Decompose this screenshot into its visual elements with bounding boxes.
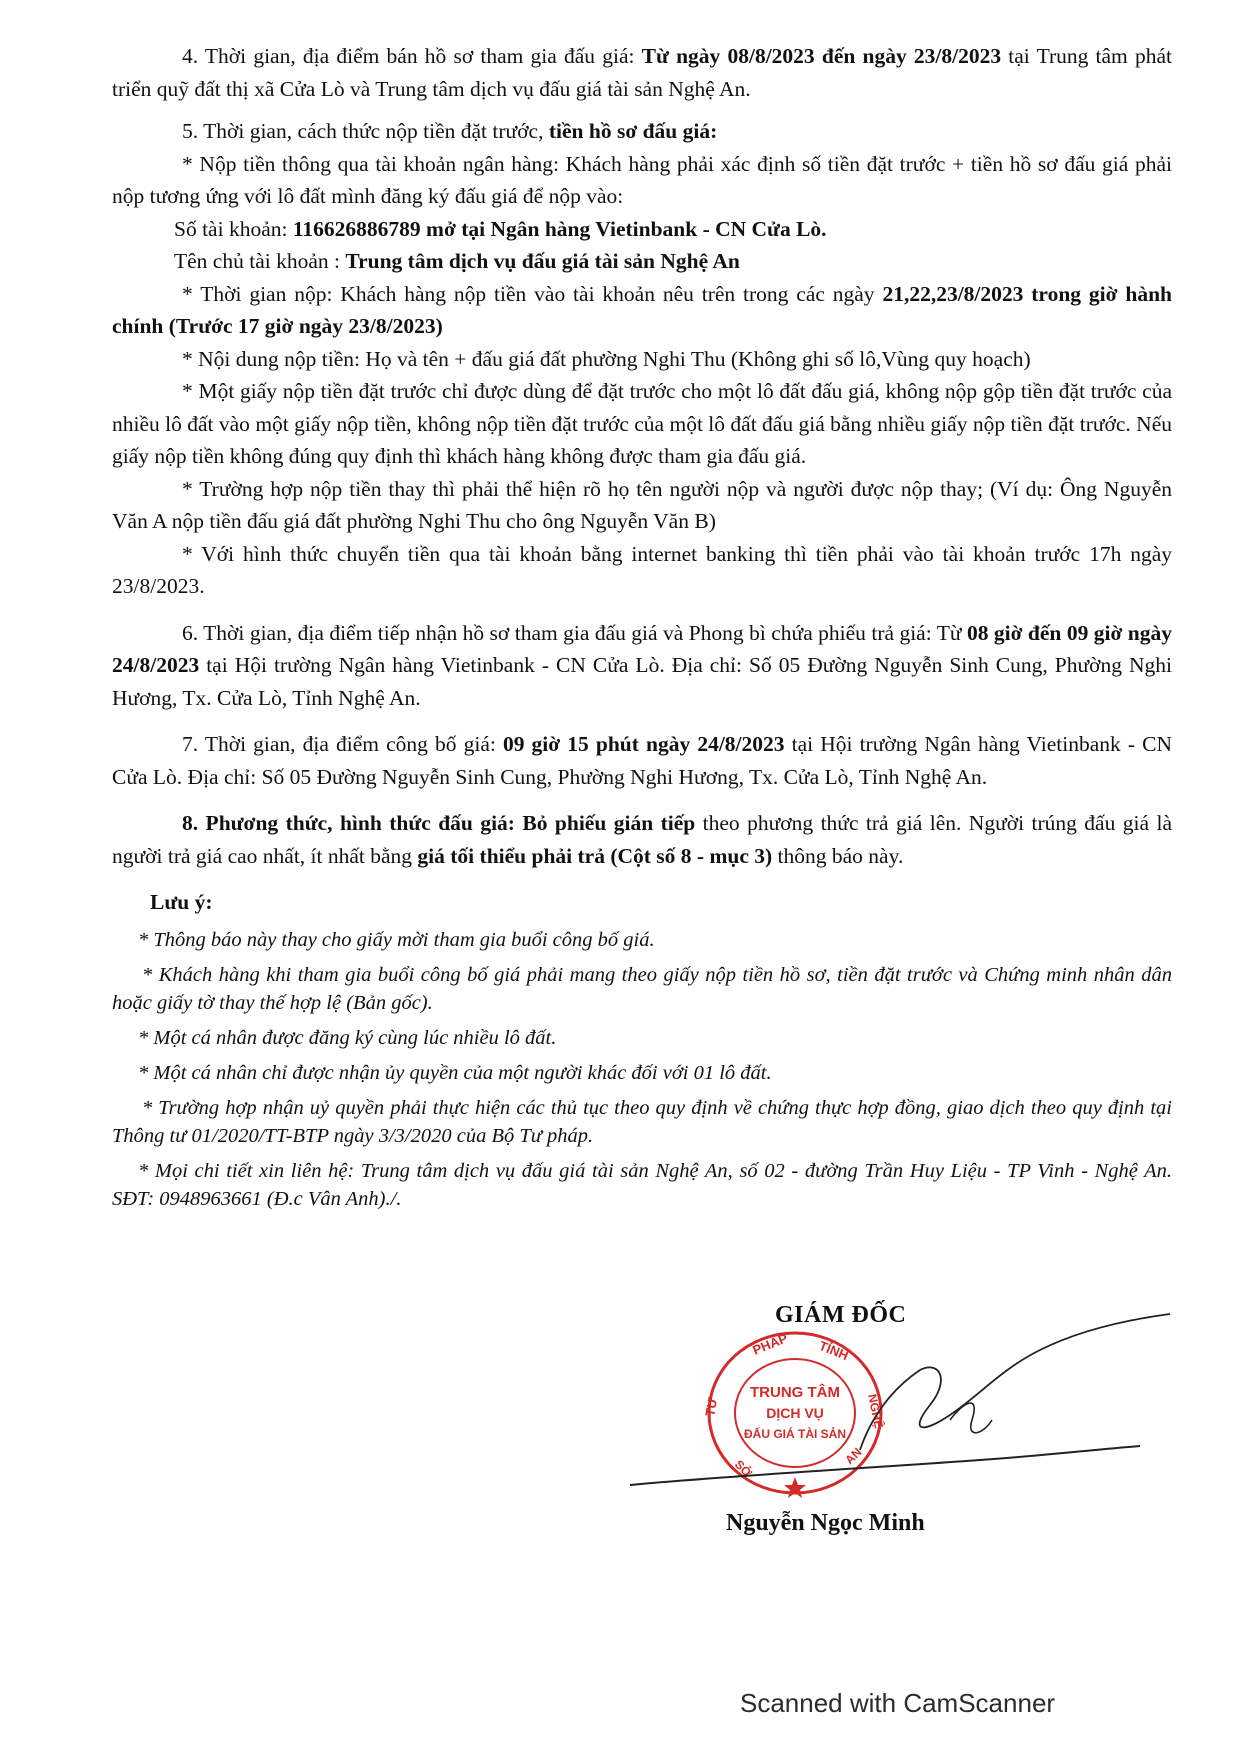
note-item: * Khách hàng khi tham gia buổi công bố giá phải mang theo giấy nộp tiền hồ sơ, tiền đặt trước và Chứng minh nhân dân hoặc giấy tờ thay thế hợp lệ (Bản gốc). bbox=[112, 963, 1172, 1014]
section-5-internet-banking: * Với hình thức chuyển tiền qua tài khoản bằng internet banking thì tiền phải vào tài khoản trước 17h ngày 23/8/2023. bbox=[112, 541, 1172, 598]
section-5-account-owner: Tên chủ tài khoản : Trung tâm dịch vụ đấu giá tài sản Nghệ An bbox=[174, 249, 740, 273]
handwritten-signature-icon bbox=[620, 1310, 1180, 1510]
note-item: * Một cá nhân chỉ được nhận ủy quyền của một người khác đối với 01 lô đất. bbox=[138, 1061, 772, 1084]
stamp-top-text: TỈNH bbox=[816, 1337, 851, 1364]
section-5-one-paper-rule: * Một giấy nộp tiền đặt trước chỉ được dùng để đặt trước cho một lô đất đấu giá, không nộp gộp tiền đặt trước của nhiều lô đất vào một giấy nộp tiền, không nộp tiền đặt trước của một lô đất đấu giá bằng nhiều giấy nộp tiền đặt trước. Nếu giấy nộp tiền không đúng quy định thì khách hàng không được tham gia đấu giá. bbox=[112, 379, 1172, 468]
director-title: GIÁM ĐỐC bbox=[775, 1302, 907, 1328]
section-5-payment-content: * Nội dung nộp tiền: Họ và tên + đấu giá đất phường Nghi Thu (Không ghi số lô,Vùng quy hoạch) bbox=[182, 346, 1031, 371]
note-item: * Thông báo này thay cho giấy mời tham gia buổi công bố giá. bbox=[138, 928, 655, 951]
stamp-side-text: TƯ bbox=[702, 1396, 721, 1418]
note-item: * Một cá nhân được đăng ký cùng lúc nhiều lô đất. bbox=[138, 1026, 557, 1049]
stamp-side-text: SỞ bbox=[731, 1457, 755, 1481]
section-4: 4. Thời gian, địa điểm bán hồ sơ tham gia đấu giá: Từ ngày 08/8/2023 đến ngày 23/8/2023 tại Trung tâm phát triển quỹ đất thị xã Cửa Lò và Trung tâm dịch vụ đấu giá tài sản Nghệ An. bbox=[112, 44, 1172, 101]
section-8: 8. Phương thức, hình thức đấu giá: Bỏ phiếu gián tiếp theo phương thức trả giá lên. Người trúng đấu giá là người trả giá cao nhất, ít nhất bằng giá tối thiểu phải trả (Cột số 8 - mục 3) thông báo này. bbox=[112, 811, 1172, 868]
camscanner-watermark: Scanned with CamScanner bbox=[740, 1688, 1056, 1718]
section-5-proxy-payment: * Trường hợp nộp tiền thay thì phải thể hiện rõ họ tên người nộp và người được nộp thay; (Ví dụ: Ông Nguyễn Văn A nộp tiền đấu giá đất phường Nghi Thu cho ông Nguyễn Văn B) bbox=[112, 476, 1172, 533]
director-name: Nguyễn Ngọc Minh bbox=[726, 1510, 925, 1536]
section-5-heading: 5. Thời gian, cách thức nộp tiền đặt trước, tiền hồ sơ đấu giá: bbox=[182, 119, 718, 143]
section-7: 7. Thời gian, địa điểm công bố giá: 09 giờ 15 phút ngày 24/8/2023 tại Hội trường Ngân hàng Vietinbank - CN Cửa Lò. Địa chỉ: Số 05 Đường Nguyễn Sinh Cung, Phường Nghi Hương, Tx. Cửa Lò, Tỉnh Nghệ An. bbox=[112, 732, 1172, 789]
section-6: 6. Thời gian, địa điểm tiếp nhận hồ sơ tham gia đấu giá và Phong bì chứa phiếu trả giá: Từ 08 giờ đến 09 giờ ngày 24/8/2023 tại Hội trường Ngân hàng Vietinbank - CN Cửa Lò. Địa chỉ: Số 05 Đường Nguyễn Sinh Cung, Phường Nghi Hương, Tx. Cửa Lò, Tỉnh Nghệ An. bbox=[112, 620, 1173, 710]
section-5-account-number: Số tài khoản: 116626886789 mở tại Ngân hàng Vietinbank - CN Cửa Lò. bbox=[174, 216, 827, 241]
stamp-line: DỊCH VỤ bbox=[766, 1405, 824, 1421]
note-item: * Mọi chi tiết xin liên hệ: Trung tâm dịch vụ đấu giá tài sản Nghệ An, số 02 - đường Trần Huy Liệu - TP Vinh - Nghệ An. SĐT: 0948963661 (Đ.c Vân Anh)./. bbox=[112, 1159, 1172, 1210]
document-body bbox=[112, 40, 1172, 1213]
stamp-side-text: AN bbox=[842, 1444, 865, 1468]
section-5-payment-time: * Thời gian nộp: Khách hàng nộp tiền vào tài khoản nêu trên trong các ngày 21,22,23/8/2023 trong giờ hành chính (Trước 17 giờ ngày 23/8/2023) bbox=[112, 281, 1173, 338]
note-item: * Trường hợp nhận uỷ quyền phải thực hiện các thủ tục theo quy định về chứng thực hợp đồng, giao dịch theo quy định tại Thông tư 01/2020/TT-BTP ngày 3/3/2020 của Bộ Tư pháp. bbox=[112, 1096, 1172, 1147]
section-5-bank-intro: * Nộp tiền thông qua tài khoản ngân hàng: Khách hàng phải xác định số tiền đặt trước + tiền hồ sơ đấu giá phải nộp tương ứng với lô đất mình đăng ký đấu giá để nộp vào: bbox=[112, 151, 1172, 208]
stamp-side-text: NGHỆ bbox=[865, 1392, 886, 1430]
notes-heading: Lưu ý: bbox=[150, 890, 213, 914]
stamp-line: TRUNG TÂM bbox=[750, 1384, 840, 1401]
stamp-line: ĐẤU GIÁ TÀI SẢN bbox=[744, 1427, 846, 1441]
stamp-top-text: PHÁP bbox=[750, 1330, 790, 1358]
